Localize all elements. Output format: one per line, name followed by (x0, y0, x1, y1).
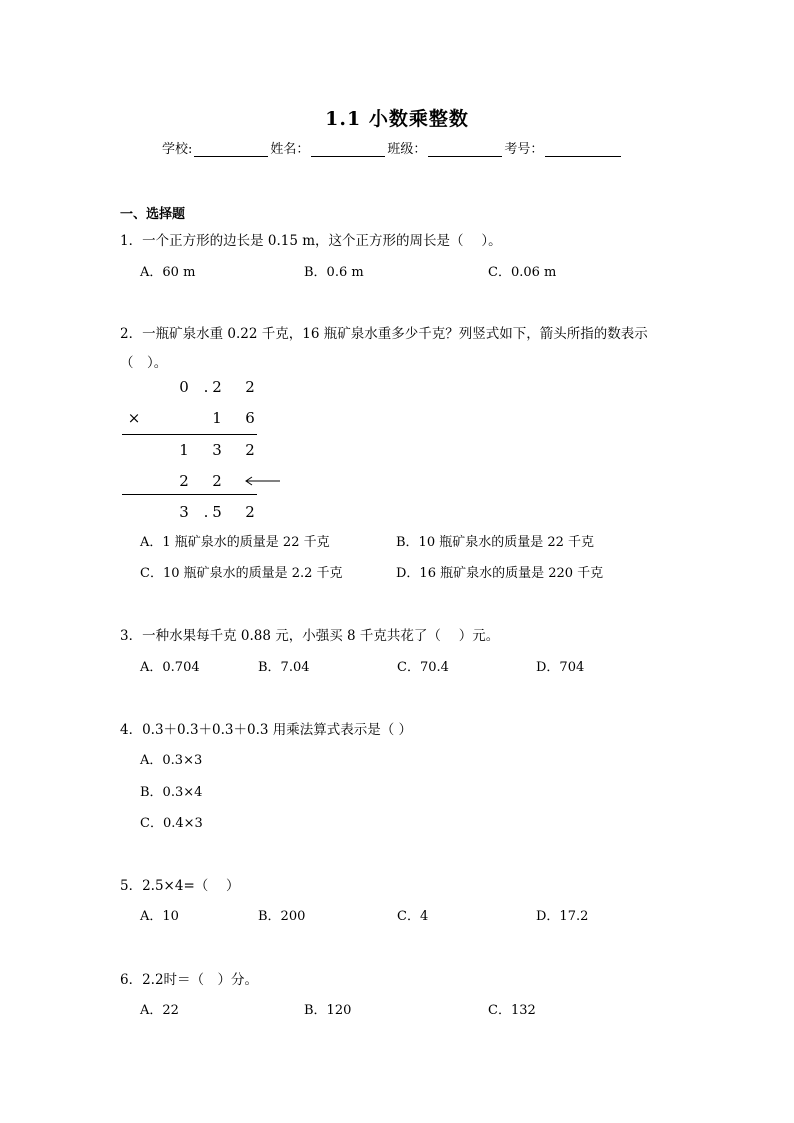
exam-no-label: 考号： (504, 142, 544, 157)
class-blank[interactable] (428, 142, 502, 157)
q5-option-b[interactable]: B．200 (258, 909, 306, 924)
q5-option-a[interactable]: A．10 (140, 909, 179, 924)
v-row5-digit: 5 (212, 503, 222, 521)
q6-option-b[interactable]: B．120 (304, 1003, 352, 1018)
v-row3-digit: 2 (245, 441, 255, 459)
page-title: 1.1 小数乘整数 (325, 108, 469, 130)
q2-option-d[interactable]: D．16 瓶矿泉水的质量是 220 千克 (396, 566, 604, 581)
question-3-stem: 3．一种水果每千克 0.88 元，小强买 8 千克共花了（ ）元。 (120, 628, 500, 644)
q2-option-a[interactable]: A．1 瓶矿泉水的质量是 22 千克 (140, 535, 330, 550)
times-sign: × (127, 409, 141, 427)
v-row1-point: . (203, 378, 209, 396)
q2-option-c[interactable]: C．10 瓶矿泉水的质量是 2.2 千克 (140, 566, 343, 581)
question-4-stem: 4．0.3＋0.3＋0.3＋0.3 用乘法算式表示是（ ） (120, 722, 413, 738)
name-label: 姓名： (270, 142, 310, 157)
class-label: 班级： (387, 142, 427, 157)
arrow-left-icon (244, 474, 282, 488)
v-row1-digit: 0 (179, 378, 189, 396)
q5-option-c[interactable]: C．4 (397, 909, 429, 924)
q5-option-d[interactable]: D．17.2 (536, 909, 589, 924)
question-5-stem: 5．2.5×4=（ ） (120, 878, 240, 894)
q1-option-a[interactable]: A．60 m (140, 265, 196, 280)
v-row1-digit: 2 (212, 378, 222, 396)
v-rule-top (122, 434, 257, 435)
section-heading: 一、选择题 (120, 207, 186, 222)
exam-no-blank[interactable] (545, 142, 621, 157)
v-row5-digit: 3 (179, 503, 189, 521)
v-rule-bottom (122, 494, 257, 495)
name-blank[interactable] (311, 142, 385, 157)
q4-option-b[interactable]: B．0.3×4 (140, 785, 203, 800)
q4-option-c[interactable]: C．0.4×3 (140, 816, 203, 831)
v-row5-point: . (203, 503, 209, 521)
q3-option-a[interactable]: A．0.704 (140, 660, 200, 675)
question-2-stem-line1: 2．一瓶矿泉水重 0.22 千克，16 瓶矿泉水重多少千克？列竖式如下，箭头所指的数表示 (120, 326, 648, 342)
student-info-line (162, 138, 623, 157)
q3-option-c[interactable]: C．70.4 (397, 660, 449, 675)
v-row5-digit: 2 (245, 503, 255, 521)
school-blank[interactable] (194, 142, 268, 157)
q1-option-c[interactable]: C．0.06 m (488, 265, 557, 280)
q3-option-b[interactable]: B．7.04 (258, 660, 310, 675)
v-row3-digit: 1 (179, 441, 189, 459)
q1-option-b[interactable]: B．0.6 m (304, 265, 364, 280)
q6-option-a[interactable]: A．22 (140, 1003, 179, 1018)
v-row2-digit: 1 (212, 409, 222, 427)
question-1-stem: 1．一个正方形的边长是 0.15 m，这个正方形的周长是（ ）。 (120, 233, 502, 249)
v-row4-digit: 2 (179, 472, 189, 490)
q4-option-a[interactable]: A．0.3×3 (140, 753, 203, 768)
question-2-stem-line2: （ ）。 (120, 355, 168, 371)
q6-option-c[interactable]: C．132 (488, 1003, 536, 1018)
school-label: 学校: (162, 142, 193, 157)
v-row2-digit: 6 (245, 409, 255, 427)
v-row4-digit: 2 (212, 472, 222, 490)
question-6-stem: 6．2.2时＝（ ）分。 (120, 972, 259, 988)
q2-option-b[interactable]: B．10 瓶矿泉水的质量是 22 千克 (396, 535, 595, 550)
q3-option-d[interactable]: D．704 (536, 660, 585, 675)
v-row1-digit: 2 (245, 378, 255, 396)
v-row3-digit: 3 (212, 441, 222, 459)
